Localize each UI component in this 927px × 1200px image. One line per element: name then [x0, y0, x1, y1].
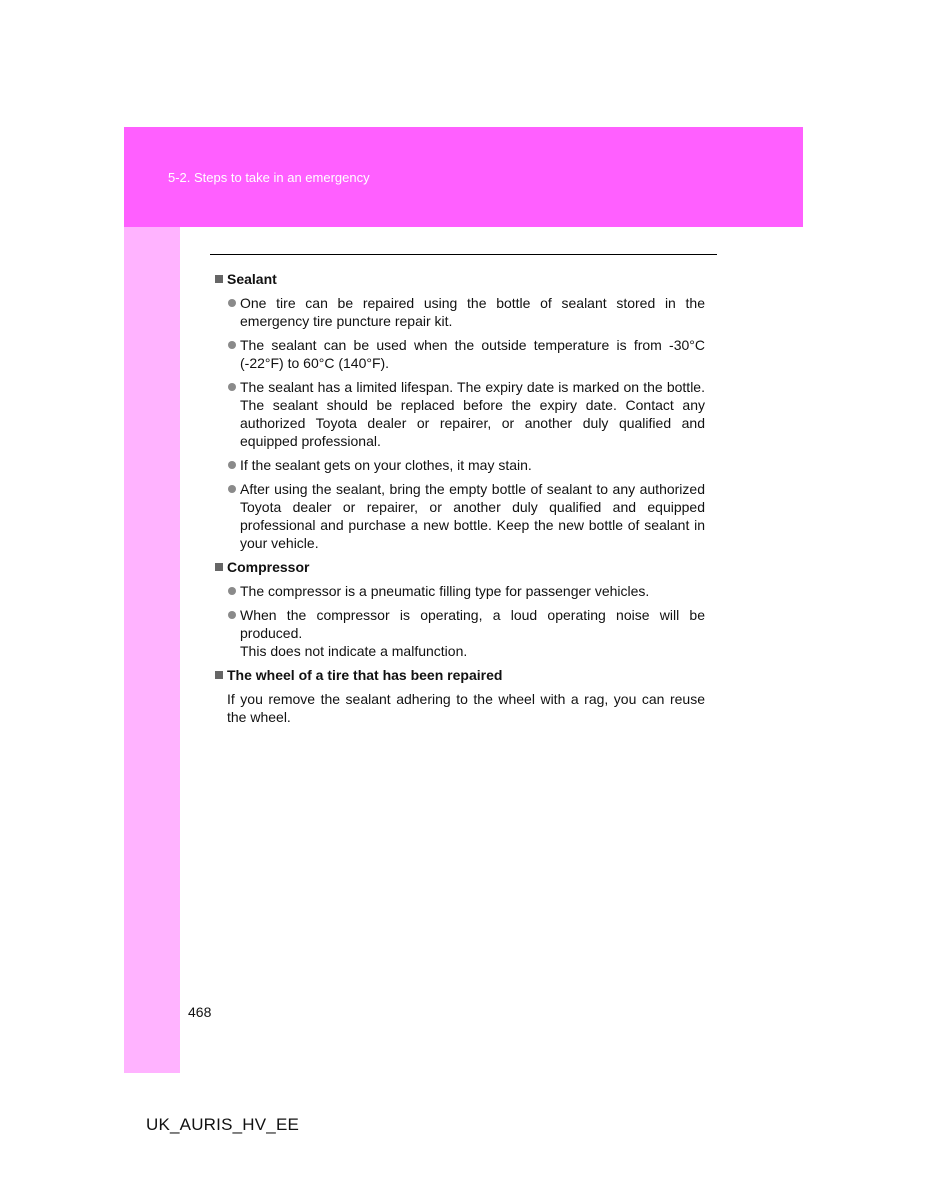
circle-bullet-icon — [228, 341, 236, 349]
wheel-text: If you remove the sealant adhering to the wheel with a rag, you can reuse the wheel. — [227, 691, 705, 725]
square-bullet-icon — [215, 671, 223, 679]
circle-bullet-icon — [228, 461, 236, 469]
compressor-note: This does not indicate a malfunction. — [240, 643, 468, 659]
wheel-heading — [215, 666, 705, 684]
compressor-heading-text: Compressor — [227, 559, 310, 575]
square-bullet-icon — [215, 275, 223, 283]
sealant-bullet — [215, 456, 705, 474]
divider-rule — [210, 254, 717, 255]
sealant-bullet-text: After using the sealant, bring the empty bottle of sealant to any authorized Toyota dealer or repairer, or another duly qualified and equipped professional and purchase a new bottle. Keep the new bottle of sealant in your vehicle. — [240, 481, 705, 551]
sealant-heading-text: Sealant — [227, 271, 277, 287]
sealant-bullet — [215, 294, 705, 330]
circle-bullet-icon — [228, 383, 236, 391]
sealant-bullet-text: If the sealant gets on your clothes, it may stain. — [240, 457, 532, 473]
section-title: 5-2. Steps to take in an emergency — [168, 170, 370, 185]
sealant-bullet — [215, 336, 705, 372]
wheel-heading-text: The wheel of a tire that has been repaired — [227, 667, 503, 683]
compressor-bullet-text: The compressor is a pneumatic filling type for passenger vehicles. — [240, 583, 650, 599]
sealant-bullet-text: The sealant can be used when the outside temperature is from -30°C (-22°F) to 60°C (140°F). — [240, 337, 705, 371]
compressor-bullet-text: When the compressor is operating, a loud operating noise will be produced. — [240, 607, 705, 641]
document-code: UK_AURIS_HV_EE — [146, 1115, 300, 1134]
circle-bullet-icon — [228, 611, 236, 619]
circle-bullet-icon — [228, 587, 236, 595]
circle-bullet-icon — [228, 299, 236, 307]
compressor-bullet — [215, 582, 705, 600]
sealant-heading — [215, 270, 705, 288]
side-band — [124, 227, 180, 1073]
sealant-bullet — [215, 480, 705, 552]
page-number: 468 — [188, 1004, 212, 1020]
circle-bullet-icon — [228, 485, 236, 493]
header-band — [124, 127, 803, 227]
main-content — [215, 270, 705, 726]
sealant-bullet-text: The sealant has a limited lifespan. The expiry date is marked on the bottle. The sealant should be replaced before the expiry date. Contact any authorized Toyota dealer or repairer, or another duly qualified and equipped professional. — [240, 379, 705, 449]
sealant-bullet — [215, 378, 705, 450]
compressor-heading — [215, 558, 705, 576]
square-bullet-icon — [215, 563, 223, 571]
compressor-bullet — [215, 606, 705, 660]
sealant-bullet-text: One tire can be repaired using the bottle of sealant stored in the emergency tire puncture repair kit. — [240, 295, 705, 329]
